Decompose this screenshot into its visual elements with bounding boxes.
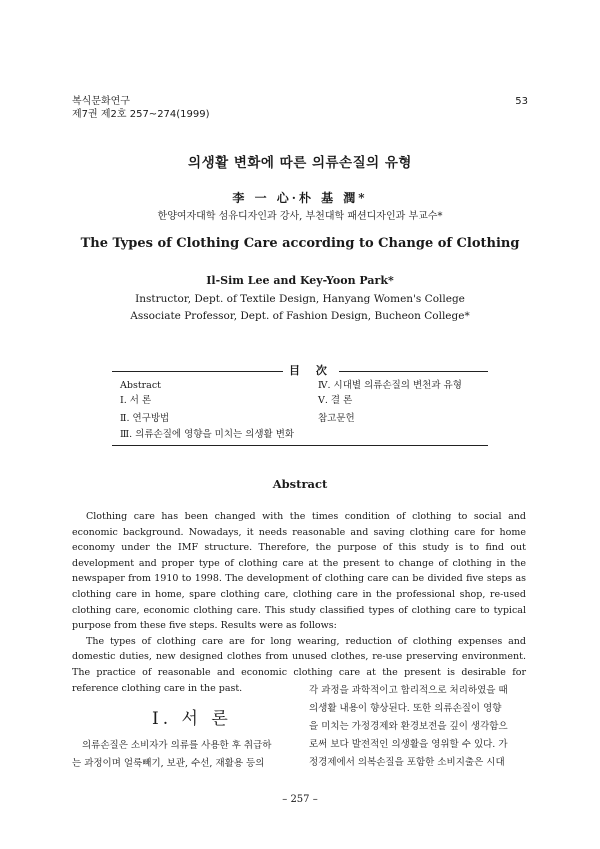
toc-item: Ⅱ. 연구방법: [120, 413, 170, 424]
authors-english: Il-Sim Lee and Key-Yoon Park*: [206, 274, 394, 287]
affiliation-korean: 한양여자대학 섬유디자인과 강사, 부천대학 패션디자인과 부교수*: [157, 211, 443, 222]
abstract-heading: Abstract: [272, 477, 328, 491]
toc-item: Ⅰ. 서 론: [120, 395, 152, 406]
page-number: 53: [515, 96, 528, 107]
toc-item: Abstract: [120, 380, 161, 391]
body-right-line: 로써 보다 발전적인 의생활을 영위할 수 있다. 가: [309, 739, 508, 750]
body-left-line: 는 과정이며 얼룩빼기, 보관, 수선, 재활용 등의: [72, 758, 265, 769]
toc-item: Ⅳ. 시대별 의류손질의 변천과 유형: [318, 380, 462, 391]
section-heading: Ⅰ. 서 론: [152, 709, 232, 729]
authors-korean: 李 一 心·朴 基 潤*: [232, 191, 368, 205]
body-right-line: 의생활 내용이 향상된다. 또한 의류손질이 영향: [309, 703, 502, 714]
body-left-line: 의류손질은 소비자가 의류를 사용한 후 취급하: [82, 740, 272, 751]
body-right-line: 을 미치는 가정경제와 환경보전을 깊이 생각함으: [309, 721, 508, 732]
toc-item: Ⅲ. 의류손질에 영향을 미치는 의생활 변화: [120, 429, 295, 440]
title-korean: 의생활 변화에 따른 의류손질의 유형: [188, 155, 412, 171]
affiliation-english-2: Associate Professor, Dept. of Fashion Design, Bucheon College*: [130, 310, 470, 322]
toc-heading: 目 次: [283, 362, 339, 378]
abstract-paragraph: The types of clothing care are for long wearing, reduction of clothing expenses and domestic duties, new designed clothes from unused clothes, re-use preserving environment. The practice of reasonable and economic clothing care at the present is desirable for reference clothing care in the past.: [72, 635, 526, 694]
abstract-paragraph: Clothing care has been changed with the times condition of clothing to social and economic background. Nowadays, it needs reasonable and saving clothing care for home economy under the IMF structure. Therefore, the purpose of this study is to find out development and proper type of clothing care at the present to change of clothing in the newspaper from 1910 to 1998. The development of clothing care can be divided five steps as clothing care in home, spare clothing care, clothing care in the professional shop, re-used clothing care, economic clothing care. This study classified types of clothing care to typical purpose from these five steps. Results were as follows:: [72, 511, 526, 632]
body-right-line: 정경제에서 의복손질을 포함한 소비지출은 시대: [309, 757, 505, 768]
abstract-body: [72, 509, 526, 696]
affiliation-english-1: Instructor, Dept. of Textile Design, Hanyang Women's College: [135, 293, 465, 305]
toc-item: Ⅴ. 결 론: [318, 395, 353, 406]
footer-page-number: – 257 –: [282, 794, 318, 805]
journal-name: 복식문화연구: [72, 96, 130, 107]
body-right-line: 각 과정을 과학적이고 합리적으로 처리하였을 때: [309, 685, 508, 696]
journal-volume: 제7권 제2호 257~274(1999): [72, 109, 210, 120]
toc-item: 참고문헌: [318, 413, 355, 424]
title-english: The Types of Clothing Care according to Change of Clothing: [80, 236, 520, 251]
